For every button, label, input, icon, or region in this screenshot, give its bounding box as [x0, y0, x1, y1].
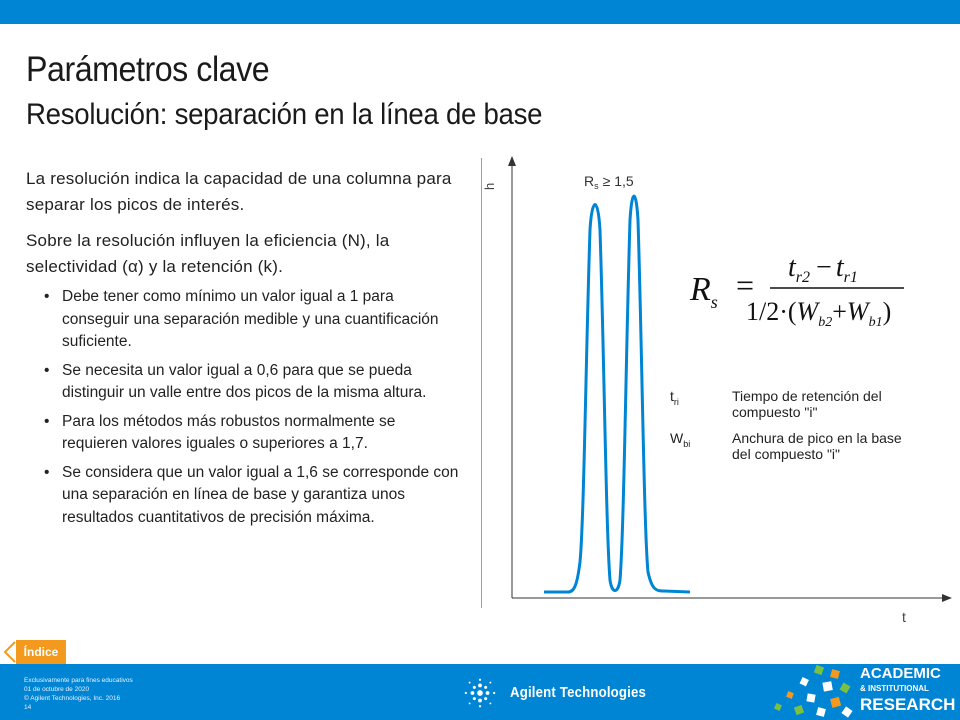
footer-line: Exclusivamente para fines educativos	[24, 677, 133, 684]
bullet-list	[44, 286, 464, 529]
x-axis-label: t	[902, 609, 906, 625]
academic-research-logo	[860, 666, 955, 714]
formula-denominator: $1/2\cdot(W_{b2}+W_{b1})$	[746, 297, 892, 330]
footer-line: 01 de octubre de 2020	[24, 686, 90, 693]
resolution-formula	[689, 252, 904, 330]
chromatogram-trace	[544, 196, 690, 592]
indice-button[interactable]	[0, 640, 66, 664]
formula-lhs: $R_s$	[690, 271, 718, 312]
academic-line: RESEARCH	[860, 695, 956, 714]
formula-equals: =	[736, 267, 755, 303]
legend-wbi	[670, 430, 930, 466]
footer-line: © Agilent Technologies, Inc. 2016	[24, 695, 121, 702]
brand-name: Agilent Technologies	[510, 684, 647, 701]
divider-line	[481, 158, 482, 608]
x-axis-arrow	[942, 594, 952, 602]
legend-key-wbi: $W_{bi}$	[670, 430, 691, 449]
bullet-item: • Se considera que un valor igual a 1,6 se corresponde con una separación en línea de base y garantiza unos resultados cuantitativos de precisión máxima.	[44, 462, 464, 530]
legend-key-tri: $t_{ri}$	[670, 388, 679, 407]
pixel-mosaic-decoration	[735, 664, 855, 720]
legend-desc-wbi: Anchura de pico en la base del compuesto "i"	[732, 430, 902, 462]
page-title: Parámetros clave	[26, 50, 270, 89]
bullet-item: • Debe tener como mínimo un valor igual a 1 para conseguir una separación medible y una cuantificación suficiente.	[44, 286, 464, 354]
intro-paragraph: La resolución indica la capacidad de una columna para separar los picos de interés.	[26, 169, 452, 214]
footer-notes	[24, 676, 133, 712]
top-bar	[0, 0, 960, 24]
indice-label: Índice	[16, 640, 66, 664]
academic-line: ACADEMIC	[860, 665, 941, 682]
factors-paragraph: Sobre la resolución influyen la eficiencia (N), la selectividad (α) y la retención (k).	[26, 231, 390, 276]
rs-label: $R_s \ge 1,5$	[584, 173, 634, 191]
footer-page-number: 14	[24, 704, 32, 711]
y-axis-label: h	[482, 182, 497, 190]
legend-desc-tri: Tiempo de retención del compuesto "i"	[732, 388, 882, 420]
legend-tri	[670, 388, 930, 424]
page-subtitle: Resolución: separación en la línea de base	[26, 98, 543, 131]
formula-numerator: $t_{r2} - t_{r1}$	[788, 252, 858, 286]
bullet-item: • Para los métodos más robustos normalmente se requieren valores iguales o superiores a 1,7.	[44, 411, 464, 456]
agilent-spark-icon	[460, 676, 500, 710]
academic-line: & INSTITUTIONAL	[860, 684, 929, 693]
bullet-item: • Se necesita un valor igual a 0,6 para que se pueda distinguir un valle entre dos picos de la misma altura.	[44, 360, 464, 405]
y-axis-arrow	[508, 156, 516, 166]
